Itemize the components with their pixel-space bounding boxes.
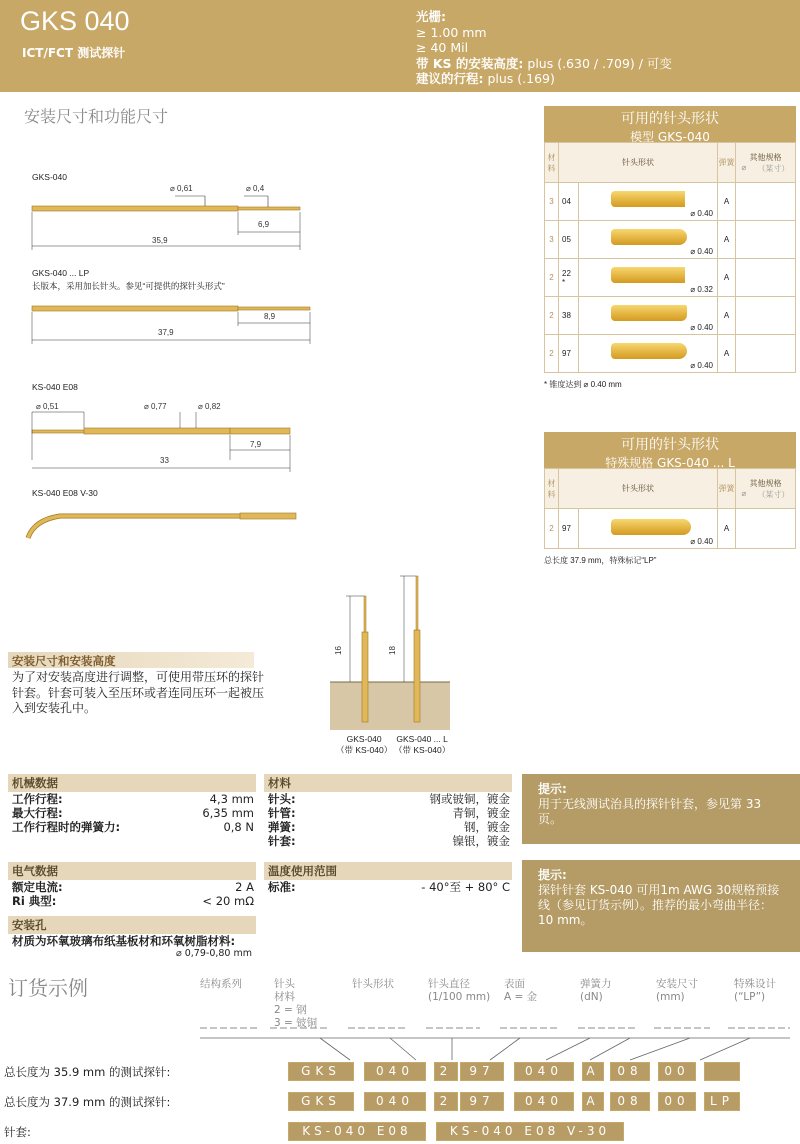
probe-name: KS-040 E08	[32, 382, 78, 392]
probe-name: KS-040 E08 V-30	[32, 488, 98, 498]
dim-label: ⌀ 0,4	[246, 184, 265, 193]
elec-data-block	[8, 862, 256, 908]
header-specs	[416, 9, 672, 87]
order-col-line: 结构系列	[200, 978, 242, 990]
order-cell: 00	[658, 1092, 696, 1111]
tip-dia: ⌀ 0.40	[690, 247, 713, 256]
order-col-line: 2 = 钢 3 = 铍铜	[274, 1004, 318, 1029]
tip-code: 05	[559, 221, 579, 259]
order-col-line: 针头直径	[428, 978, 470, 990]
order-cell: KS-040 E08 V-30	[436, 1122, 624, 1141]
order-col-label	[352, 978, 394, 991]
tip-dia: ⌀ 0.40	[690, 209, 713, 218]
tip-spring: A	[718, 183, 736, 221]
tip-spring: A	[718, 509, 736, 549]
order-cell: GKS	[288, 1092, 354, 1111]
col-material: 材料	[545, 469, 559, 509]
dim-label: 7,9	[250, 440, 262, 449]
fig-label-line: GKS-040 ... L	[396, 734, 448, 744]
tip-shape-image	[611, 229, 687, 245]
tip-shape-image	[611, 305, 687, 321]
temp-key: 标准:	[268, 880, 296, 894]
dim-label: 6,9	[258, 220, 270, 229]
order-col-line: (“LP”)	[734, 991, 766, 1003]
fig-label-line: GKS-040	[346, 734, 382, 744]
elec-key: Ri 典型:	[12, 894, 57, 908]
order-col-label	[734, 978, 776, 1004]
order-title: 订货示例	[8, 976, 88, 1000]
product-title: GKS 040	[20, 6, 130, 36]
order-col-line: A = 金	[504, 991, 538, 1003]
fig-label-line: （带 KS-040）	[336, 745, 393, 755]
tip-title: 提示:	[538, 868, 567, 882]
spec-value: ≥ 40 Mil	[416, 40, 469, 55]
probe-note: 长版本，采用加长针头。参见“可提供的探针头形式”	[32, 281, 225, 291]
probe-drawings	[0, 160, 320, 540]
order-cell: 040	[364, 1062, 426, 1081]
material-key: 针管:	[268, 806, 296, 820]
tip-code: 97	[559, 335, 579, 373]
col-shape: 针头形状	[559, 469, 718, 509]
tip-spring: A	[718, 221, 736, 259]
order-col-line: 特殊设计	[734, 978, 776, 990]
material-value: 青铜，镀金	[452, 806, 510, 820]
order-cell: 97	[460, 1062, 504, 1081]
material-key: 针套:	[268, 834, 296, 848]
header-banner	[0, 0, 800, 92]
tip-table-footnote: 总长度 37.9 mm，特殊标记“LP”	[544, 556, 657, 565]
dim-label: ⌀ 0,82	[198, 402, 221, 411]
dim-label: 33	[160, 456, 169, 465]
tip-table-subtitle: 模型 GKS-040	[630, 130, 710, 144]
order-col-label	[580, 978, 612, 1004]
order-cell: 97	[460, 1092, 504, 1111]
mech-value: 4,3 mm	[209, 792, 254, 806]
product-subtitle: ICT/FCT 测试探针	[22, 46, 126, 60]
mount-section-text: 为了对安装高度进行调整，可使用带压环的探针针套。针套可装入至压环或者连同压环一起被压入到安装孔中。	[12, 670, 265, 715]
tip-mat: 3	[545, 221, 559, 259]
col-other: 其他规格	[749, 152, 782, 162]
spec-value: ≥ 1.00 mm	[416, 24, 487, 40]
order-col-line: 针头	[274, 978, 295, 990]
tip-table-footnote: * 锥度达到 ⌀ 0.40 mm	[544, 380, 622, 389]
tip-dia: ⌀ 0.40	[690, 537, 713, 546]
spec-key: 带 KS 的安装高度:	[416, 55, 524, 71]
tip-table-title: 可用的针头形状	[621, 437, 719, 453]
order-col-label	[428, 978, 490, 1004]
order-row-label: 针套:	[4, 1125, 31, 1139]
dim-label: 35,9	[152, 236, 168, 245]
material-key: 针头:	[268, 792, 296, 806]
dim-label: 8,9	[264, 312, 276, 321]
tip-table-subtitle: 特殊规格 GKS-040 ... L	[605, 456, 735, 470]
order-cell: 00	[658, 1062, 696, 1081]
tip-code: 38	[559, 297, 579, 335]
probe-name: GKS-040 ... LP	[32, 268, 90, 278]
tip-table-1	[544, 106, 796, 390]
order-col-line: 安装尺寸	[656, 978, 698, 990]
dim-label: ⌀ 0,61	[170, 184, 193, 193]
mech-key: 最大行程:	[12, 806, 63, 820]
order-cell: A	[582, 1092, 604, 1111]
order-cell: 2	[434, 1092, 458, 1111]
tip-dia: ⌀ 0.40	[690, 361, 713, 370]
tip-title: 提示:	[538, 782, 567, 796]
material-block	[264, 774, 512, 848]
hole-block	[8, 916, 256, 959]
order-cell: 08	[610, 1062, 650, 1081]
tip-mat: 2	[545, 509, 559, 549]
order-cell: LP	[704, 1092, 740, 1111]
tip-shape-image	[611, 343, 687, 359]
spec-key: 建议的行程:	[416, 71, 484, 86]
material-key: 弹簧:	[268, 820, 296, 834]
tip-spring: A	[718, 335, 736, 373]
order-cell: KS-040 E08	[288, 1122, 426, 1141]
order-col-line: 表面	[504, 978, 525, 990]
order-cell: 2	[434, 1062, 458, 1081]
tip-dia: ⌀ 0.40	[690, 323, 713, 332]
elec-key: 额定电流:	[12, 880, 63, 894]
tip-code: 04	[559, 183, 579, 221]
mount-fig-label	[336, 734, 392, 756]
col-other-sub: （某寸）	[757, 163, 790, 173]
probe-gks040-drawing	[32, 196, 300, 250]
hole-text: 材质为环氧玻璃布纸基板材和环氧树脂材料:	[12, 934, 236, 948]
tip-mat: 2	[545, 335, 559, 373]
mech-title: 机械数据	[8, 774, 256, 792]
order-connector-lines	[190, 1026, 800, 1062]
tip-mat: 2	[545, 297, 559, 335]
tip-mat: 2	[545, 259, 559, 297]
material-title: 材料	[264, 774, 512, 792]
order-col-line: 针头形状	[352, 978, 394, 990]
tip-text: 探针针套 KS-040 可用1m AWG 30规格预接线（参见订货示例）。推荐的最小弯曲半径：10 mm。	[538, 883, 780, 927]
temp-title: 温度使用范围	[264, 862, 512, 880]
col-spring: 弹簧	[718, 469, 736, 509]
spec-key: 光栅:	[416, 9, 446, 24]
tip-spring: A	[718, 259, 736, 297]
tip-table-grid	[544, 468, 796, 549]
probe-gks040lp-drawing	[32, 306, 310, 344]
material-value: 钢，镀金	[464, 820, 510, 834]
col-material: 材料	[545, 143, 559, 183]
tip-table-header	[544, 432, 796, 468]
mount-fig-label	[394, 734, 450, 756]
order-cell: 040	[514, 1062, 574, 1081]
order-cell	[704, 1062, 740, 1081]
dim-label: 16	[333, 646, 343, 655]
hole-value: ⌀ 0,79-0,80 mm	[176, 948, 252, 959]
order-col-line: 弹簧力	[580, 978, 612, 990]
order-cell: 08	[610, 1092, 650, 1111]
probe-name: GKS-040	[32, 172, 67, 182]
tip-box-1	[522, 774, 800, 844]
tip-shape-image	[611, 191, 685, 207]
order-col-label	[200, 978, 242, 991]
order-row-label: 总长度为 35.9 mm 的测试探针:	[4, 1065, 171, 1079]
mech-value: 0,8 N	[223, 820, 254, 834]
tip-shape-image	[611, 267, 685, 283]
tip-table-2	[544, 432, 796, 566]
col-other: 其他规格	[749, 478, 782, 488]
mount-section-title: 安装尺寸和安装高度	[12, 654, 116, 668]
order-code-row	[288, 1092, 740, 1111]
order-cell: 040	[364, 1092, 426, 1111]
tip-mat: 3	[545, 183, 559, 221]
tip-spring: A	[718, 297, 736, 335]
spec-value: plus (.169)	[483, 71, 555, 86]
temp-value: - 40°至 + 80° C	[421, 880, 510, 894]
mech-value: 6,35 mm	[202, 806, 254, 820]
tip-box-2	[522, 860, 800, 952]
elec-value: 2 A	[235, 880, 254, 894]
tip-table-grid	[544, 142, 796, 373]
order-col-line: 材料	[274, 991, 295, 1003]
order-col-label	[274, 978, 317, 1030]
dim-label: 37,9	[158, 328, 174, 337]
tip-code: 22 *	[559, 259, 579, 297]
order-cell: GKS	[288, 1062, 354, 1081]
col-other-sub: ⌀	[741, 162, 747, 172]
order-col-label	[504, 978, 537, 1004]
elec-title: 电气数据	[8, 862, 256, 880]
elec-value: < 20 mΩ	[202, 894, 254, 908]
tip-shape-image	[611, 519, 691, 535]
order-col-line: (1/100 mm)	[428, 991, 491, 1003]
mech-data-block	[8, 774, 256, 834]
probe-ks040e08v30-drawing	[28, 513, 296, 538]
order-col-line: (dN)	[580, 991, 603, 1003]
col-spring: 弹簧	[718, 143, 736, 183]
col-other-sub: （某寸）	[757, 489, 790, 499]
dim-label: 18	[387, 646, 397, 655]
fig-label-line: （带 KS-040）	[394, 745, 451, 755]
mech-key: 工作行程:	[12, 792, 63, 806]
tip-code: 97	[559, 509, 579, 549]
tip-table-header	[544, 106, 796, 142]
tip-dia: ⌀ 0.32	[690, 285, 713, 294]
order-cell: A	[582, 1062, 604, 1081]
tip-text: 用于无线测试治具的探针针套，参见第 33 页。	[538, 797, 762, 826]
hole-title: 安装孔	[8, 916, 256, 934]
material-value: 钢或铍铜，镀金	[429, 792, 510, 806]
probe-ks040e08-drawing	[32, 412, 290, 472]
material-value: 镍银，镀金	[452, 834, 510, 848]
order-cell: 040	[514, 1092, 574, 1111]
install-section-title: 安装尺寸和功能尺寸	[24, 107, 169, 126]
spec-value: plus (.630 / .709) / 可变	[523, 55, 672, 71]
order-code-row	[288, 1122, 624, 1141]
dim-label: ⌀ 0,51	[36, 402, 59, 411]
temp-block	[264, 862, 512, 894]
col-shape: 针头形状	[559, 143, 718, 183]
order-col-label	[656, 978, 698, 1004]
tip-table-title: 可用的针头形状	[621, 111, 719, 127]
order-row-label: 总长度为 37.9 mm 的测试探针:	[4, 1095, 171, 1109]
order-code-row	[288, 1062, 740, 1081]
mech-key: 工作行程时的弹簧力:	[12, 820, 121, 834]
col-other-sub: ⌀	[741, 488, 747, 498]
dim-label: ⌀ 0,77	[144, 402, 167, 411]
order-col-line: (mm)	[656, 991, 685, 1003]
